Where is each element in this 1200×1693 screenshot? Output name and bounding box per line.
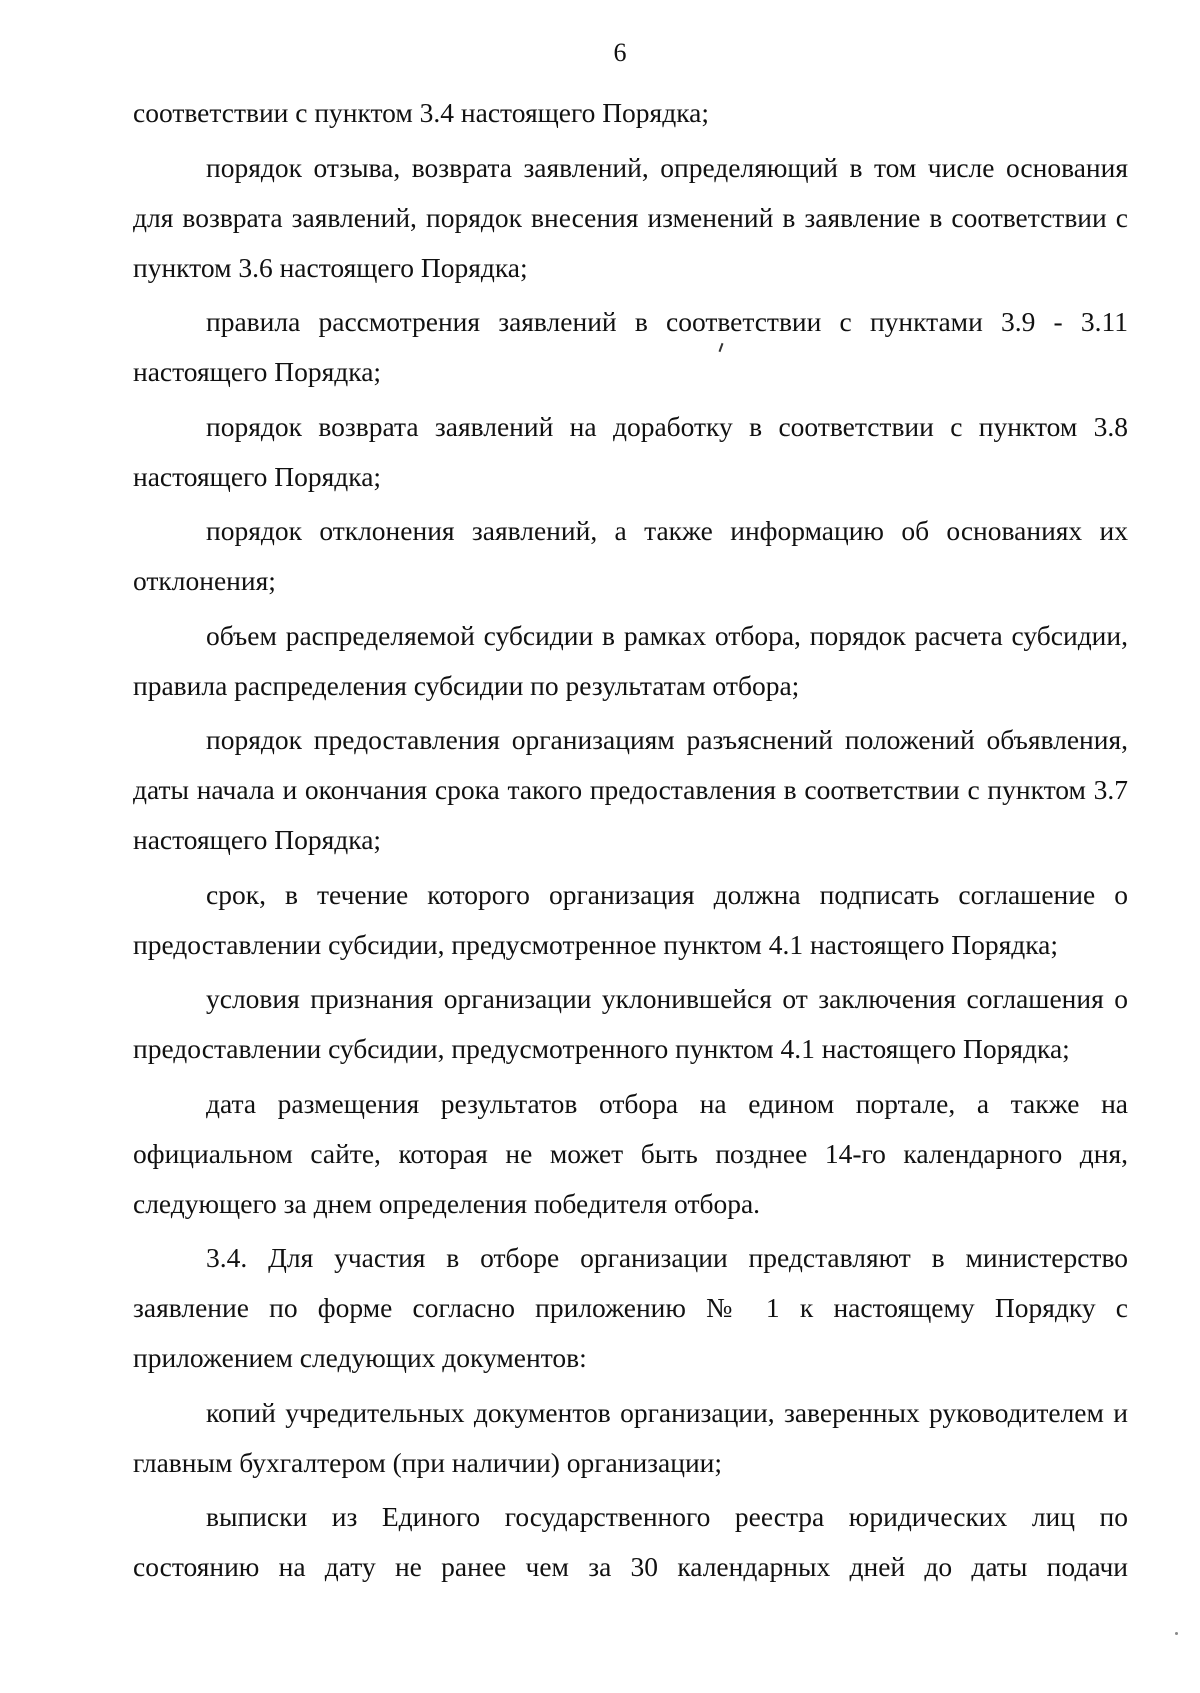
paragraph-registry-extract: выписки из Единого государственного реестра юридических лиц по состоянию на дату не ранее чем за 30 календарных дней до даты подачи [133, 1501, 1128, 1582]
paragraph-clarifications: порядок предоставления организациям разъяснений положений объявления, даты начала и окончания срока такого предоставления в соответствии с пунктом 3.7 настоящего Порядка; [133, 724, 1128, 855]
paragraph-subsidy-volume: объем распределяемой субсидии в рамках отбора, порядок расчета субсидии, правила распределения субсидии по результатам отбора; [133, 619, 1128, 701]
scan-speck [1175, 1632, 1178, 1635]
paragraph-signing-deadline: срок, в течение которого организация должна подписать соглашение о предоставлении субсидии, предусмотренное пунктом 4.1 настоящего Порядка; [133, 878, 1128, 960]
paragraph-results-publication: дата размещения результатов отбора на едином портале, а также на официальном сайте, которая не может быть позднее 14-го календарного дня, следующего за днем определения победителя отбора. [133, 1087, 1128, 1219]
paragraph-continuation: соответствии с пунктом 3.4 настоящего Порядка; [133, 97, 709, 128]
paragraph-evasion-conditions: условия признания организации уклонившейся от заключения соглашения о предоставлении субсидии, предусмотренного пунктом 4.1 настоящего Порядка; [133, 983, 1128, 1064]
page-number: 6 [613, 38, 627, 67]
paragraph-rejection-procedure: порядок отклонения заявлений, а также информацию об основаниях их отклонения; [133, 515, 1128, 596]
paragraph-charter-copies: копий учредительных документов организации, заверенных руководителем и главным бухгалтером (при наличии) организации; [133, 1396, 1128, 1478]
document-body [133, 88, 1128, 1597]
paragraph-return-for-revision: порядок возврата заявлений на доработку в соответствии с пунктом 3.8 настоящего Порядка; [133, 410, 1128, 492]
paragraph-review-rules: правила рассмотрения заявлений в соответствии с пунктами 3.9 - 3.11 настоящего Порядка; [133, 306, 1128, 387]
paragraph-section-3-4: 3.4. Для участия в отборе организации представляют в министерство заявление по форме согласно приложению № 1 к настоящему Порядку с приложением следующих документов: [133, 1242, 1128, 1373]
paragraph-withdrawal-procedure: порядок отзыва, возврата заявлений, определяющий в том числе основания для возврата заявлений, порядок внесения изменений в заявление в соответствии с пунктом 3.6 настоящего Порядка; [133, 151, 1128, 283]
